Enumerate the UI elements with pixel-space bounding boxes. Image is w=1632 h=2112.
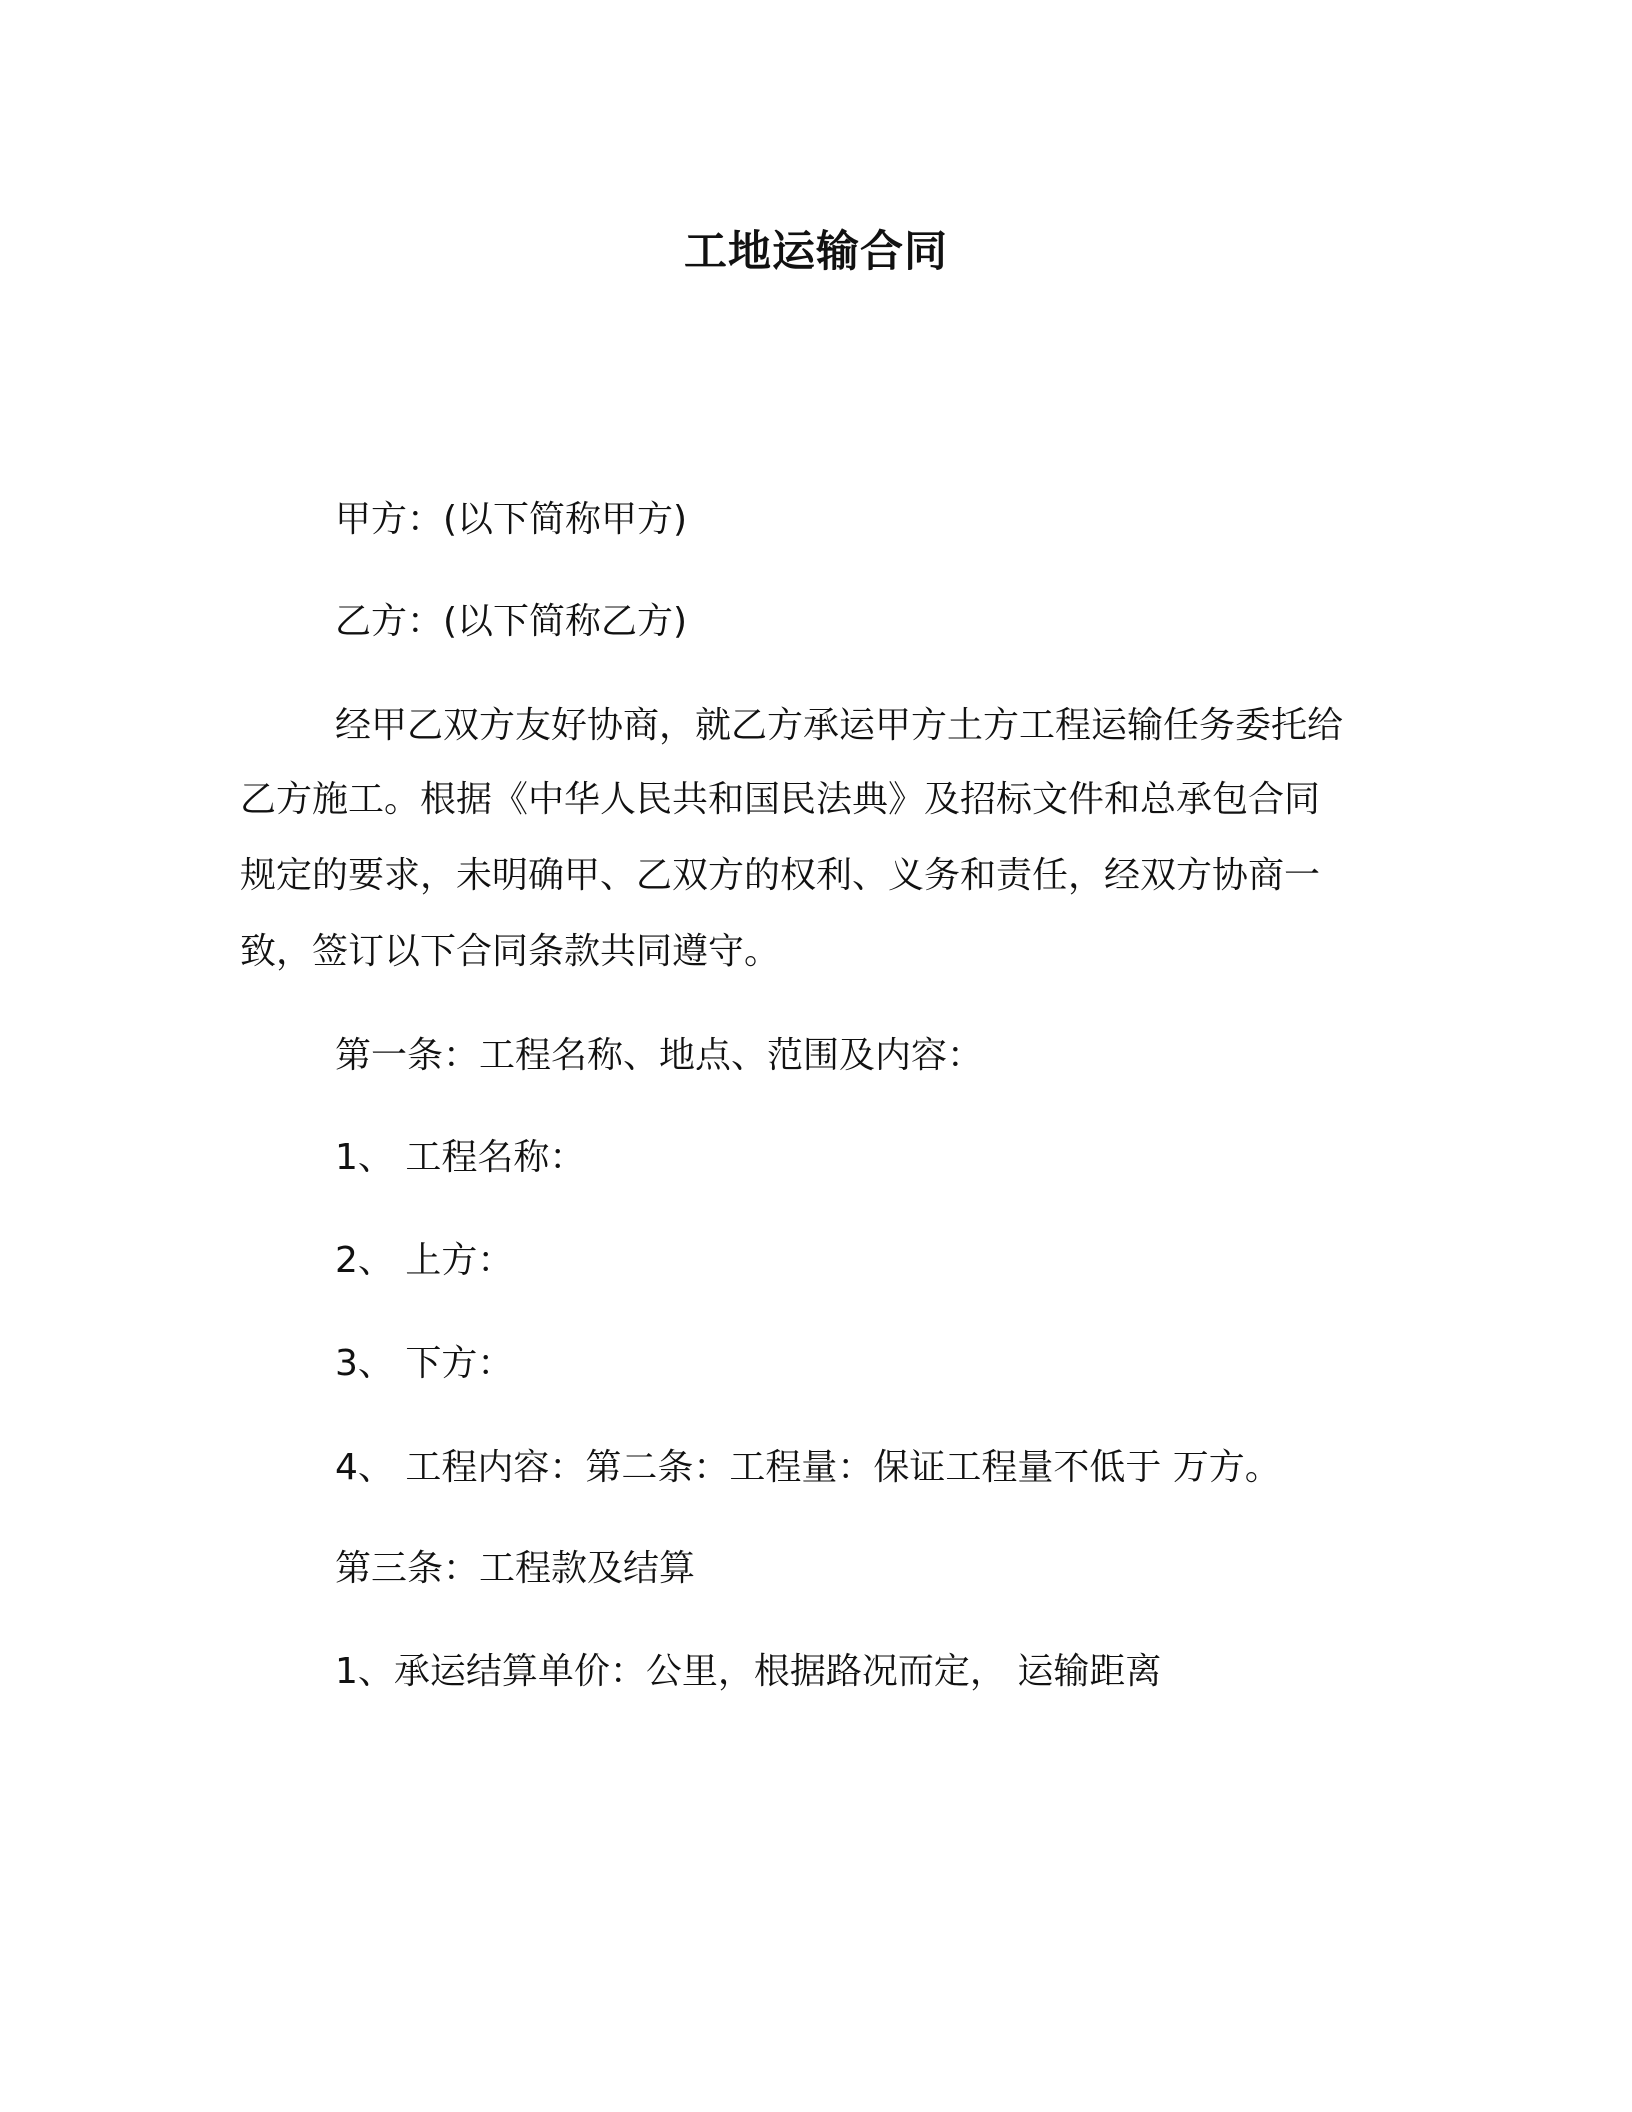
article-1-heading: 第一条：工程名称、地点、范围及内容：	[335, 1035, 984, 1076]
intro-paragraph-line-2: 乙方施工。根据《中华人民共和国民法典》及招标文件和总承包合同	[240, 779, 1321, 820]
party-b-line: 乙方：(以下简称乙方)	[335, 601, 688, 642]
article-3-heading: 第三条：工程款及结算	[335, 1548, 696, 1589]
document-title: 工地运输合同	[684, 227, 948, 277]
intro-paragraph-line-1: 经甲乙双方友好协商，就乙方承运甲方土方工程运输任务委托给	[335, 705, 1344, 746]
article-1-item-2: 2、 上方：	[335, 1240, 514, 1281]
article-1-item-3: 3、 下方：	[335, 1343, 514, 1384]
article-3-item-1: 1、承运结算单价：公里，根据路况而定， 运输距离	[335, 1651, 1162, 1692]
article-1-item-4: 4、 工程内容：第二条：工程量：保证工程量不低于 万方。	[335, 1447, 1281, 1488]
intro-paragraph-line-4: 致，签订以下合同条款共同遵守。	[240, 931, 781, 972]
party-a-line: 甲方：(以下简称甲方)	[335, 499, 688, 540]
article-1-item-1: 1、 工程名称：	[335, 1137, 586, 1178]
intro-paragraph-line-3: 规定的要求，未明确甲、乙双方的权利、义务和责任，经双方协商一	[240, 855, 1321, 896]
